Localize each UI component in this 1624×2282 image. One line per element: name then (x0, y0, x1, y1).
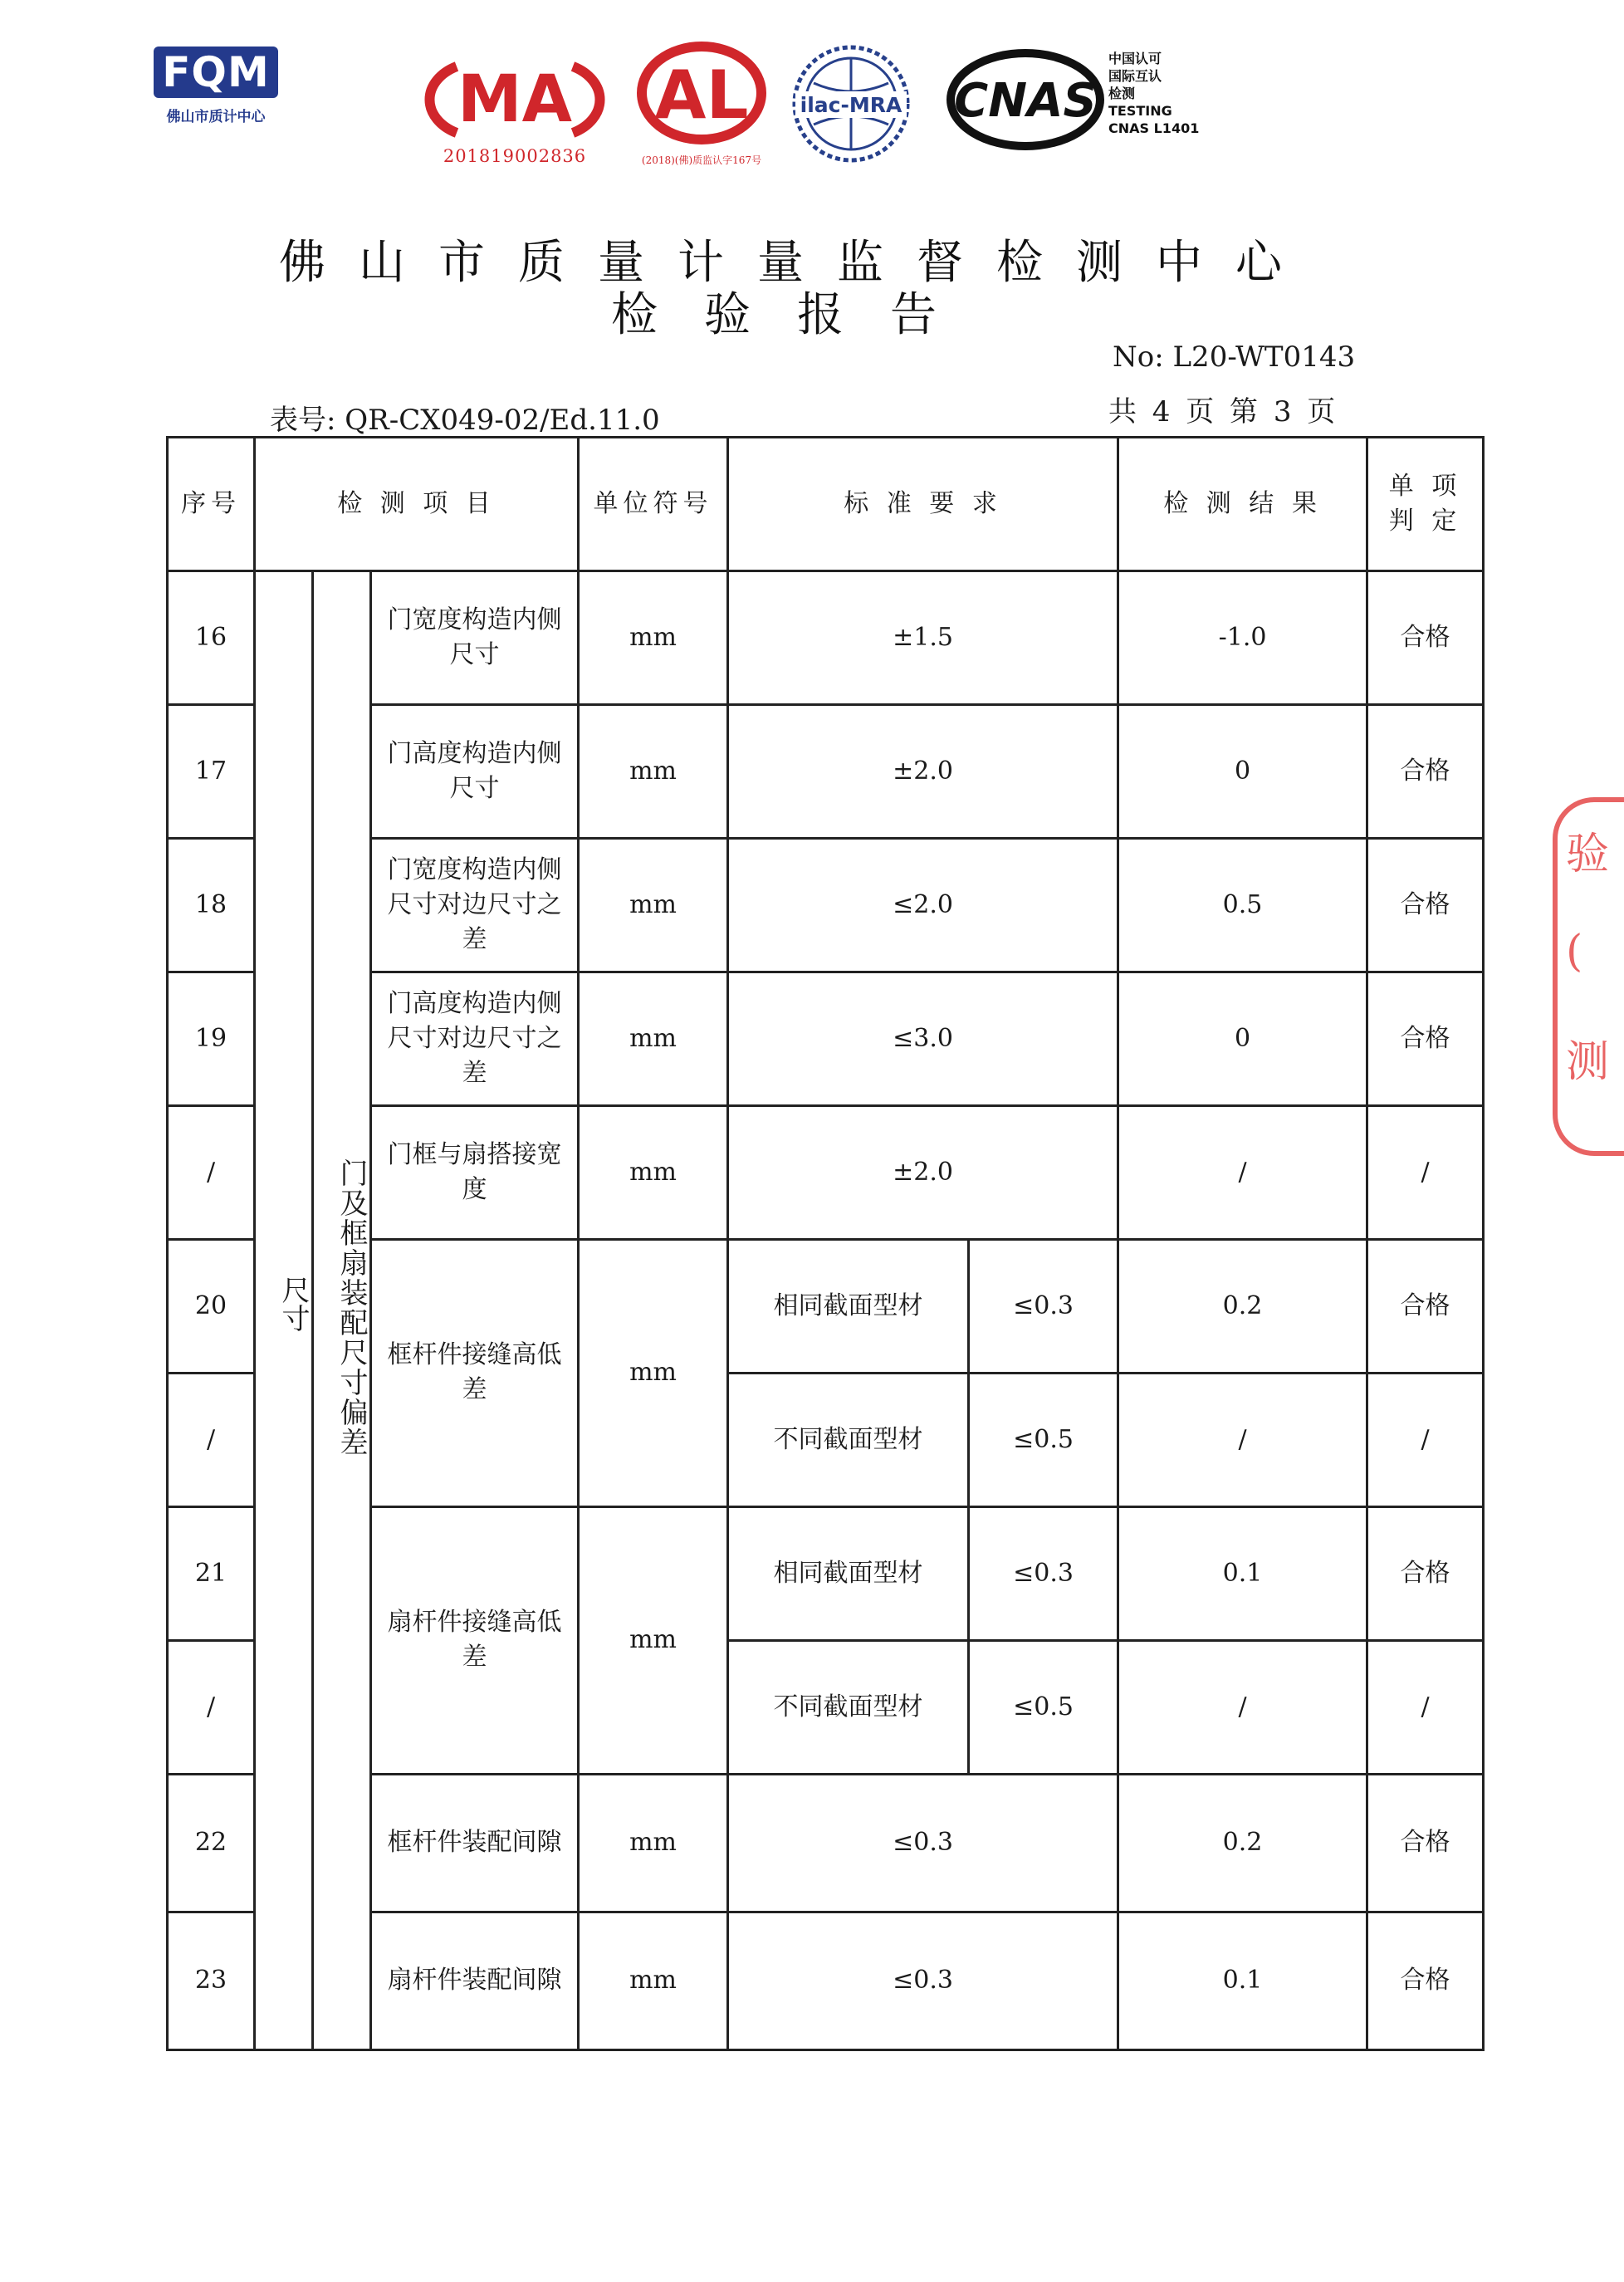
cnas-caption-line: 中国认可 (1108, 51, 1162, 66)
row-item: 门框与扇搭接宽度 (371, 1105, 579, 1239)
cnas-logo (947, 48, 1113, 159)
row-result: / (1118, 1105, 1367, 1239)
row-standard: ±2.0 (728, 1105, 1118, 1239)
row-judgement: / (1367, 1373, 1484, 1506)
row-standard: ≤0.5 (969, 1640, 1118, 1774)
cma-number: 201819002836 (443, 146, 587, 166)
row-unit: mm (579, 1506, 728, 1774)
report-organization-title: 佛山市质量计量监督检测中心 (279, 236, 1315, 290)
row-result: 0 (1118, 972, 1367, 1105)
row-judgement: 合格 (1367, 1774, 1484, 1912)
cnas-emblem-icon (947, 48, 1113, 156)
row-seq: / (168, 1640, 255, 1774)
row-item: 框杆件装配间隙 (371, 1774, 579, 1912)
seal-char: ( (1566, 927, 1583, 977)
row-result: 0.1 (1118, 1912, 1367, 2049)
row-item: 门高度构造内侧尺寸对边尺寸之差 (371, 972, 579, 1105)
row-result: 0 (1118, 704, 1367, 838)
row-item: 门宽度构造内侧尺寸对边尺寸之差 (371, 838, 579, 972)
cnas-caption-line: CNAS L1401 (1108, 120, 1200, 136)
row-unit: mm (579, 1912, 728, 2049)
form-number: 表号: QR-CX049-02/Ed.11.0 (270, 404, 660, 437)
row-judgement: / (1367, 1105, 1484, 1239)
row-result: 0.2 (1118, 1774, 1367, 1912)
row-seq: 17 (168, 704, 255, 838)
cal-logo-text: AL (654, 56, 749, 134)
ilac-globe-icon (789, 42, 913, 166)
row-judgement: 合格 (1367, 1506, 1484, 1640)
row-standard: ≤0.5 (969, 1373, 1118, 1506)
cal-logo (635, 42, 768, 167)
row-unit: mm (579, 1239, 728, 1506)
row-unit: mm (579, 838, 728, 972)
row-standard: ≤0.3 (728, 1774, 1118, 1912)
row-result: -1.0 (1118, 570, 1367, 704)
row-profile-type: 相同截面型材 (728, 1506, 969, 1640)
row-seq: 19 (168, 972, 255, 1105)
group-label-deviation: 门及框扇装配尺寸偏差 (335, 1158, 368, 1457)
row-item: 框杆件接缝高低差 (371, 1239, 579, 1506)
row-profile-type: 不同截面型材 (728, 1640, 969, 1774)
row-judgement: 合格 (1367, 704, 1484, 838)
table-header-row (168, 438, 1484, 571)
fqm-logo (149, 47, 282, 125)
row-judgement: / (1367, 1640, 1484, 1774)
header-judgement: 单 项 判 定 (1367, 438, 1484, 571)
cnas-logo-text: CNAS (954, 74, 1097, 128)
row-standard: ≤2.0 (728, 838, 1118, 972)
seal-char: 测 (1566, 1037, 1610, 1087)
cal-number: (2018)(佛)质监认字167号 (641, 154, 762, 166)
header-item: 检 测 项 目 (255, 438, 579, 571)
page-indicator: 共 4 页 第 3 页 (1108, 395, 1339, 428)
row-item: 门高度构造内侧尺寸 (371, 704, 579, 838)
cma-logo (432, 50, 598, 166)
row-result: / (1118, 1640, 1367, 1774)
row-item: 扇杆件接缝高低差 (371, 1506, 579, 1774)
row-item: 扇杆件装配间隙 (371, 1912, 579, 2049)
row-seq: 20 (168, 1239, 255, 1373)
row-result: 0.2 (1118, 1239, 1367, 1373)
header-standard: 标 准 要 求 (728, 438, 1118, 571)
fqm-caption: 佛山市质计中心 (166, 109, 266, 125)
row-seq: 18 (168, 838, 255, 972)
row-unit: mm (579, 704, 728, 838)
row-unit: mm (579, 1105, 728, 1239)
row-result: / (1118, 1373, 1367, 1506)
row-standard: ±1.5 (728, 570, 1118, 704)
cnas-caption (1108, 50, 1241, 137)
row-judgement: 合格 (1367, 838, 1484, 972)
header-result: 检 测 结 果 (1118, 438, 1367, 571)
row-profile-type: 相同截面型材 (728, 1239, 969, 1373)
table-row (168, 570, 1484, 704)
row-judgement: 合格 (1367, 1912, 1484, 2049)
row-seq: 23 (168, 1912, 255, 2049)
ilac-logo-text: ilac-MRA (800, 93, 902, 117)
cal-emblem-icon (635, 42, 768, 149)
row-standard: ≤0.3 (728, 1912, 1118, 2049)
row-result: 0.5 (1118, 838, 1367, 972)
row-judgement: 合格 (1367, 972, 1484, 1105)
group-label-size: 尺寸 (276, 1276, 310, 1332)
row-seq: 22 (168, 1774, 255, 1912)
row-result: 0.1 (1118, 1506, 1367, 1640)
row-unit: mm (579, 570, 728, 704)
row-seq: / (168, 1373, 255, 1506)
row-seq: 21 (168, 1506, 255, 1640)
row-standard: ±2.0 (728, 704, 1118, 838)
row-standard: ≤3.0 (728, 972, 1118, 1105)
fqm-logo-mark: FQM (154, 47, 277, 98)
row-item: 门宽度构造内侧尺寸 (371, 570, 579, 704)
row-unit: mm (579, 972, 728, 1105)
cnas-caption-line: TESTING (1108, 103, 1172, 119)
header-seq: 序号 (168, 438, 255, 571)
certification-logos (149, 42, 1229, 183)
header-unit: 单位符号 (579, 438, 728, 571)
seal-char: 验 (1566, 830, 1610, 879)
row-profile-type: 不同截面型材 (728, 1373, 969, 1506)
row-seq: / (168, 1105, 255, 1239)
ilac-mra-logo (789, 42, 913, 169)
row-judgement: 合格 (1367, 570, 1484, 704)
cnas-caption-line: 国际互认 (1108, 68, 1162, 84)
row-standard: ≤0.3 (969, 1506, 1118, 1640)
row-unit: mm (579, 1774, 728, 1912)
cma-logo-text: MA (457, 62, 572, 137)
cma-emblem-icon (432, 50, 598, 141)
report-number: No: L20-WT0143 (1113, 340, 1356, 374)
cnas-caption-line: 检测 (1108, 86, 1136, 101)
row-seq: 16 (168, 570, 255, 704)
report-title: 检验报告 (611, 288, 983, 342)
row-judgement: 合格 (1367, 1239, 1484, 1373)
official-seal-stamp (1553, 797, 1624, 1156)
row-standard: ≤0.3 (969, 1239, 1118, 1373)
